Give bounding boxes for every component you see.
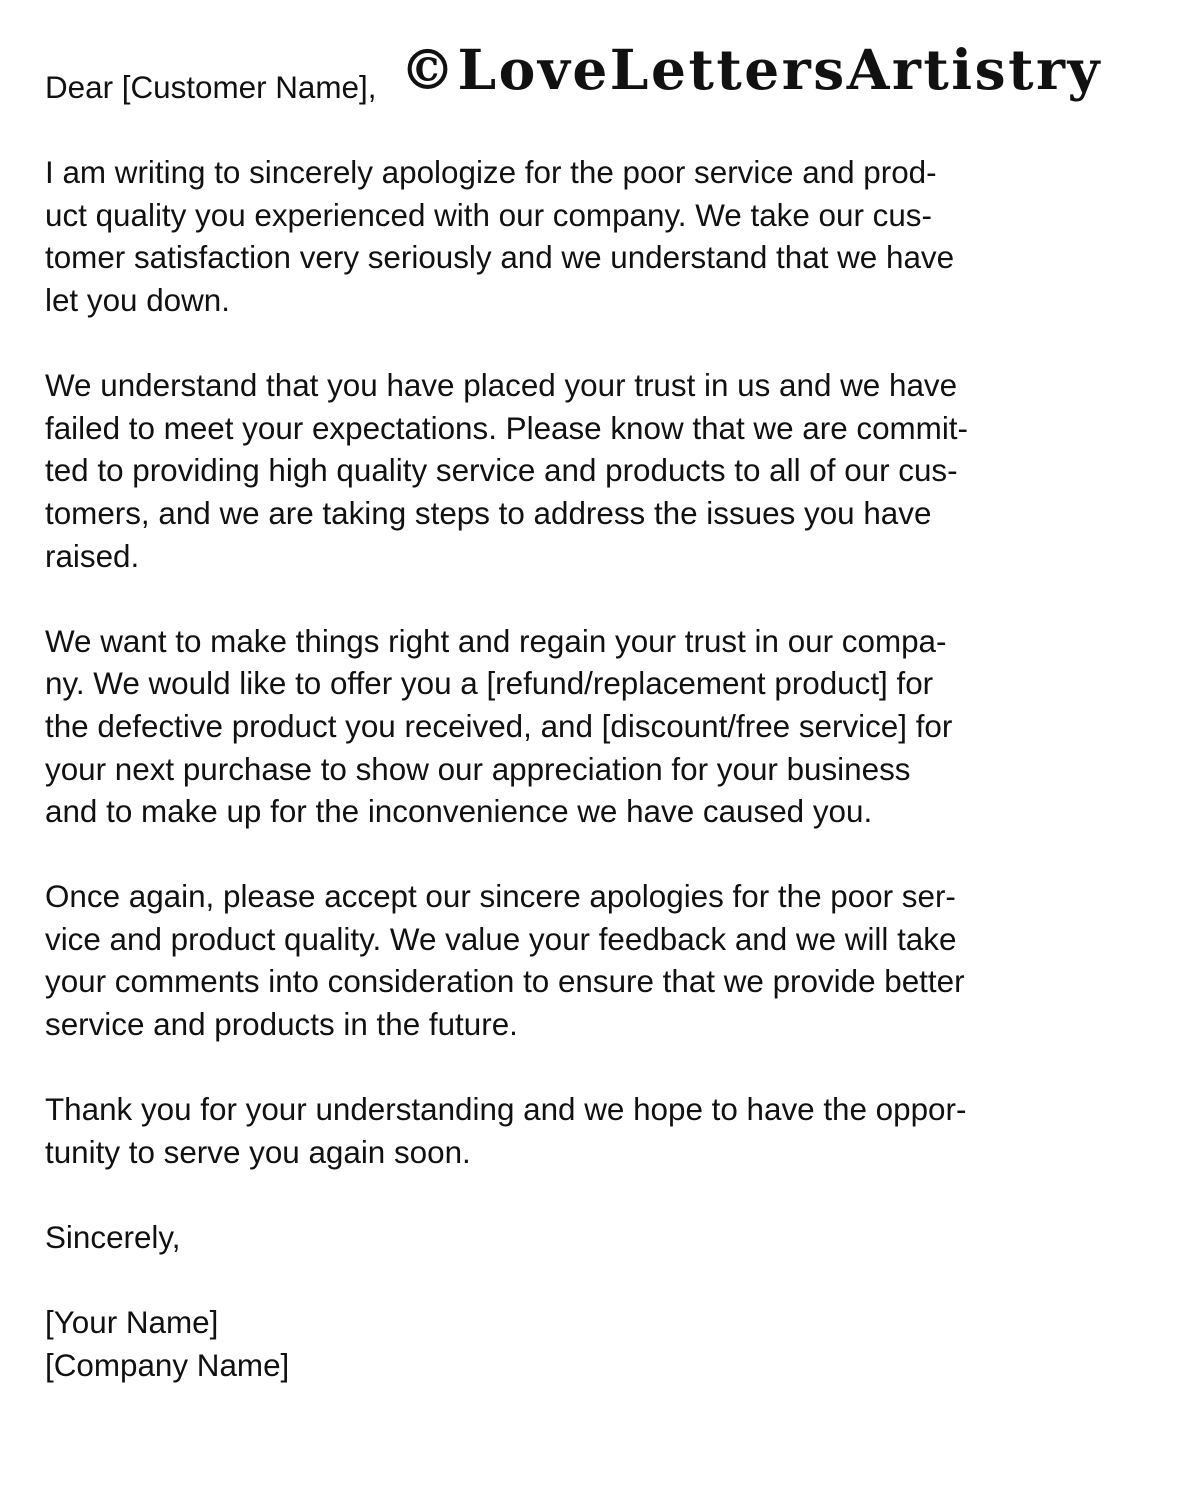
paragraph-line: and to make up for the inconvenience we have caused you. xyxy=(45,794,873,830)
closing: Sincerely, xyxy=(45,1220,181,1256)
paragraph-reassurance xyxy=(45,876,1157,1046)
paragraph-line: the defective product you received, and [discount/free service] for xyxy=(45,708,953,744)
paragraph-apology xyxy=(45,152,1157,322)
paragraph-line: your next purchase to show our appreciation for your business xyxy=(45,751,911,787)
paragraph-line: ted to providing high quality service and products to all of our cus- xyxy=(45,453,958,489)
spacer xyxy=(45,1260,1157,1303)
paragraph-line: let you down. xyxy=(45,282,230,318)
salutation: Dear [Customer Name], xyxy=(45,70,377,105)
paragraph-line: tunity to serve you again soon. xyxy=(45,1134,471,1170)
signature-name: [Your Name] xyxy=(45,1305,219,1341)
paragraph-offer xyxy=(45,621,1157,834)
paragraph-line: Once again, please accept our sincere apologies for the poor ser- xyxy=(45,879,956,915)
paragraph-line: Thank you for your understanding and we hope to have the oppor- xyxy=(45,1092,967,1128)
paragraph-line: your comments into consideration to ensure that we provide better xyxy=(45,964,965,1000)
spacer xyxy=(45,323,1157,366)
spacer xyxy=(45,578,1157,621)
spacer xyxy=(45,110,1157,153)
spacer xyxy=(45,1174,1157,1217)
paragraph-line: tomers, and we are taking steps to address the issues you have xyxy=(45,495,932,531)
spacer xyxy=(45,834,1157,877)
paragraph-line: vice and product quality. We value your feedback and we will take xyxy=(45,921,957,957)
paragraph-line: service and products in the future. xyxy=(45,1007,518,1043)
paragraph-line: ny. We would like to offer you a [refund/replacement product] for xyxy=(45,666,934,702)
paragraph-line: We understand that you have placed your trust in us and we have xyxy=(45,368,958,404)
paragraph-line: We want to make things right and regain your trust in our compa- xyxy=(45,623,947,659)
signature-company: [Company Name] xyxy=(45,1347,290,1383)
copyright-watermark: ©LoveLettersArtistry xyxy=(400,37,1102,102)
spacer xyxy=(45,1047,1157,1090)
paragraph-line: tomer satisfaction very seriously and we understand that we have xyxy=(45,240,955,276)
paragraph-line: failed to meet your expectations. Please know that we are commit- xyxy=(45,410,968,446)
paragraph-trust xyxy=(45,365,1157,578)
letter-body xyxy=(45,67,1157,1387)
paragraph-thanks xyxy=(45,1089,1157,1174)
paragraph-line: I am writing to sincerely apologize for the poor service and prod- xyxy=(45,155,937,191)
paragraph-line: uct quality you experienced with our company. We take our cus- xyxy=(45,197,932,233)
paragraph-line: raised. xyxy=(45,538,140,574)
